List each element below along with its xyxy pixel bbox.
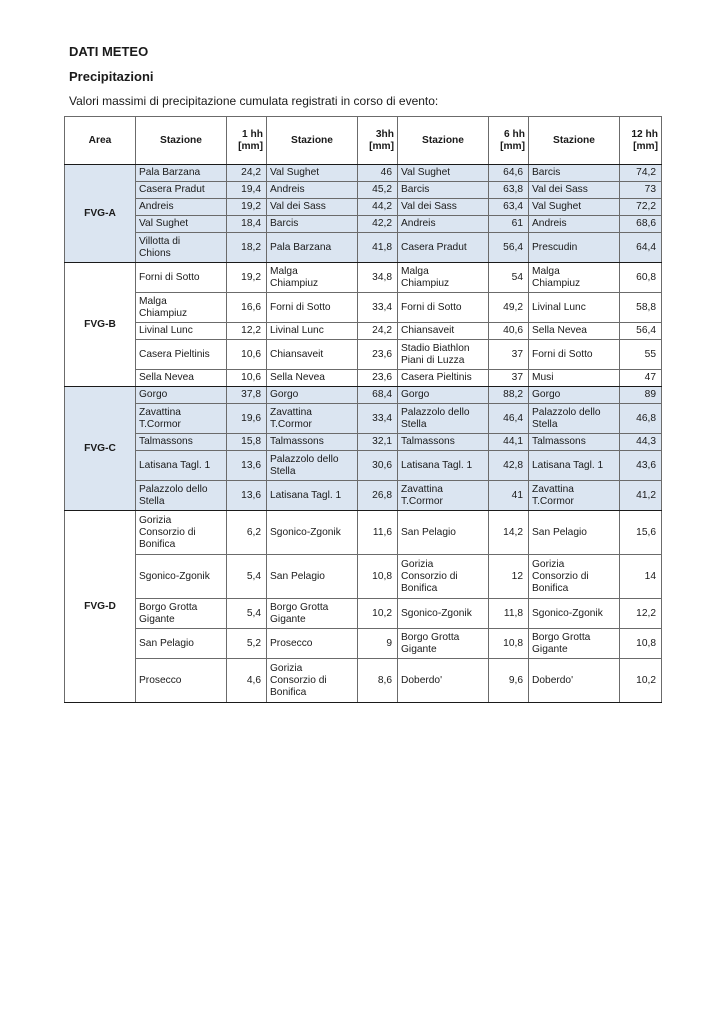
value-12h-cell: 64,4 (620, 233, 662, 263)
station-6h-cell: Val dei Sass (398, 199, 489, 216)
value-1h-cell: 15,8 (227, 434, 267, 451)
station-6h-cell: Stadio Biathlon Piani di Luzza (398, 340, 489, 370)
table-row (65, 404, 662, 434)
value-3h-cell: 34,8 (358, 263, 398, 293)
precipitation-table (64, 116, 662, 703)
station-1h-cell: Latisana Tagl. 1 (136, 451, 227, 481)
station-1h-cell: Zavattina T.Cormor (136, 404, 227, 434)
value-12h-cell: 10,2 (620, 659, 662, 703)
station-1h-cell: Villotta di Chions (136, 233, 227, 263)
table-row (65, 323, 662, 340)
station-3h-cell: Val Sughet (267, 165, 358, 182)
value-12h-cell: 55 (620, 340, 662, 370)
header-6h: 6 hh [mm] (489, 117, 529, 165)
value-12h-cell: 72,2 (620, 199, 662, 216)
station-3h-cell: Gorizia Consorzio di Bonifica (267, 659, 358, 703)
station-6h-cell: Borgo Grotta Gigante (398, 629, 489, 659)
value-6h-cell: 64,6 (489, 165, 529, 182)
value-6h-cell: 88,2 (489, 387, 529, 404)
value-6h-cell: 54 (489, 263, 529, 293)
station-1h-cell: Prosecco (136, 659, 227, 703)
station-12h-cell: Barcis (529, 165, 620, 182)
station-3h-cell: Sella Nevea (267, 370, 358, 387)
table-row (65, 233, 662, 263)
value-3h-cell: 68,4 (358, 387, 398, 404)
value-6h-cell: 14,2 (489, 511, 529, 555)
value-1h-cell: 13,6 (227, 481, 267, 511)
station-12h-cell: Talmassons (529, 434, 620, 451)
value-3h-cell: 32,1 (358, 434, 398, 451)
value-6h-cell: 63,4 (489, 199, 529, 216)
value-3h-cell: 41,8 (358, 233, 398, 263)
value-3h-cell: 42,2 (358, 216, 398, 233)
value-3h-cell: 24,2 (358, 323, 398, 340)
table-row (65, 165, 662, 182)
area-cell: FVG-D (65, 511, 136, 703)
station-6h-cell: Talmassons (398, 434, 489, 451)
value-1h-cell: 5,4 (227, 599, 267, 629)
station-6h-cell: Forni di Sotto (398, 293, 489, 323)
value-6h-cell: 37 (489, 370, 529, 387)
value-6h-cell: 40,6 (489, 323, 529, 340)
station-12h-cell: Livinal Lunc (529, 293, 620, 323)
table-row (65, 659, 662, 703)
table-row (65, 511, 662, 555)
value-3h-cell: 44,2 (358, 199, 398, 216)
value-6h-cell: 61 (489, 216, 529, 233)
station-12h-cell: Andreis (529, 216, 620, 233)
value-3h-cell: 23,6 (358, 340, 398, 370)
value-12h-cell: 68,6 (620, 216, 662, 233)
station-6h-cell: Doberdo' (398, 659, 489, 703)
table-row (65, 387, 662, 404)
table-row (65, 182, 662, 199)
value-6h-cell: 11,8 (489, 599, 529, 629)
value-1h-cell: 10,6 (227, 370, 267, 387)
value-6h-cell: 49,2 (489, 293, 529, 323)
station-1h-cell: Sgonico-Zgonik (136, 555, 227, 599)
value-3h-cell: 10,2 (358, 599, 398, 629)
station-1h-cell: Casera Pradut (136, 182, 227, 199)
station-1h-cell: Palazzolo dello Stella (136, 481, 227, 511)
station-12h-cell: Borgo Grotta Gigante (529, 629, 620, 659)
station-12h-cell: Gorizia Consorzio di Bonifica (529, 555, 620, 599)
value-12h-cell: 47 (620, 370, 662, 387)
station-1h-cell: Forni di Sotto (136, 263, 227, 293)
value-12h-cell: 43,6 (620, 451, 662, 481)
value-12h-cell: 89 (620, 387, 662, 404)
station-1h-cell: Sella Nevea (136, 370, 227, 387)
header-station-1h: Stazione (136, 117, 227, 165)
station-12h-cell: Malga Chiampiuz (529, 263, 620, 293)
station-12h-cell: Doberdo' (529, 659, 620, 703)
station-12h-cell: Latisana Tagl. 1 (529, 451, 620, 481)
station-12h-cell: Palazzolo dello Stella (529, 404, 620, 434)
table-row (65, 599, 662, 629)
header-area: Area (65, 117, 136, 165)
value-6h-cell: 63,8 (489, 182, 529, 199)
station-3h-cell: Malga Chiampiuz (267, 263, 358, 293)
value-1h-cell: 19,6 (227, 404, 267, 434)
table-row (65, 199, 662, 216)
value-6h-cell: 42,8 (489, 451, 529, 481)
header-station-12h: Stazione (529, 117, 620, 165)
station-12h-cell: Sgonico-Zgonik (529, 599, 620, 629)
station-12h-cell: Gorgo (529, 387, 620, 404)
station-6h-cell: Gorgo (398, 387, 489, 404)
value-12h-cell: 74,2 (620, 165, 662, 182)
station-6h-cell: Casera Pradut (398, 233, 489, 263)
value-12h-cell: 58,8 (620, 293, 662, 323)
station-3h-cell: Val dei Sass (267, 199, 358, 216)
table-row (65, 293, 662, 323)
value-6h-cell: 12 (489, 555, 529, 599)
table-row (65, 434, 662, 451)
station-12h-cell: Sella Nevea (529, 323, 620, 340)
station-12h-cell: Zavattina T.Cormor (529, 481, 620, 511)
station-1h-cell: Andreis (136, 199, 227, 216)
table-row (65, 451, 662, 481)
station-1h-cell: Pala Barzana (136, 165, 227, 182)
station-1h-cell: Livinal Lunc (136, 323, 227, 340)
value-6h-cell: 46,4 (489, 404, 529, 434)
value-1h-cell: 19,2 (227, 263, 267, 293)
station-12h-cell: Val dei Sass (529, 182, 620, 199)
value-6h-cell: 9,6 (489, 659, 529, 703)
value-1h-cell: 18,4 (227, 216, 267, 233)
header-12h: 12 hh [mm] (620, 117, 662, 165)
value-3h-cell: 33,4 (358, 404, 398, 434)
table-row (65, 370, 662, 387)
value-12h-cell: 46,8 (620, 404, 662, 434)
value-1h-cell: 18,2 (227, 233, 267, 263)
station-3h-cell: Forni di Sotto (267, 293, 358, 323)
header-3h: 3hh [mm] (358, 117, 398, 165)
header-station-6h: Stazione (398, 117, 489, 165)
value-12h-cell: 44,3 (620, 434, 662, 451)
station-3h-cell: Sgonico-Zgonik (267, 511, 358, 555)
station-6h-cell: Barcis (398, 182, 489, 199)
value-6h-cell: 41 (489, 481, 529, 511)
value-12h-cell: 10,8 (620, 629, 662, 659)
station-3h-cell: San Pelagio (267, 555, 358, 599)
value-6h-cell: 10,8 (489, 629, 529, 659)
station-1h-cell: Borgo Grotta Gigante (136, 599, 227, 629)
value-1h-cell: 5,2 (227, 629, 267, 659)
value-1h-cell: 16,6 (227, 293, 267, 323)
area-cell: FVG-B (65, 263, 136, 387)
station-12h-cell: Prescudin (529, 233, 620, 263)
value-3h-cell: 46 (358, 165, 398, 182)
value-3h-cell: 11,6 (358, 511, 398, 555)
station-1h-cell: Talmassons (136, 434, 227, 451)
station-3h-cell: Talmassons (267, 434, 358, 451)
table-row (65, 481, 662, 511)
station-6h-cell: Gorizia Consorzio di Bonifica (398, 555, 489, 599)
station-6h-cell: Malga Chiampiuz (398, 263, 489, 293)
section-heading: Precipitazioni (69, 69, 154, 84)
station-6h-cell: Latisana Tagl. 1 (398, 451, 489, 481)
station-3h-cell: Gorgo (267, 387, 358, 404)
page-heading: DATI METEO (69, 44, 149, 59)
station-1h-cell: Gorizia Consorzio di Bonifica (136, 511, 227, 555)
value-6h-cell: 44,1 (489, 434, 529, 451)
station-12h-cell: Val Sughet (529, 199, 620, 216)
value-3h-cell: 10,8 (358, 555, 398, 599)
value-12h-cell: 12,2 (620, 599, 662, 629)
station-3h-cell: Pala Barzana (267, 233, 358, 263)
station-3h-cell: Chiansaveit (267, 340, 358, 370)
value-1h-cell: 13,6 (227, 451, 267, 481)
value-3h-cell: 23,6 (358, 370, 398, 387)
station-12h-cell: Forni di Sotto (529, 340, 620, 370)
value-12h-cell: 15,6 (620, 511, 662, 555)
station-6h-cell: Chiansaveit (398, 323, 489, 340)
value-6h-cell: 37 (489, 340, 529, 370)
station-1h-cell: Casera Pieltinis (136, 340, 227, 370)
station-3h-cell: Prosecco (267, 629, 358, 659)
value-1h-cell: 19,2 (227, 199, 267, 216)
table-body (65, 165, 662, 703)
value-12h-cell: 73 (620, 182, 662, 199)
value-3h-cell: 33,4 (358, 293, 398, 323)
table-row (65, 340, 662, 370)
station-6h-cell: San Pelagio (398, 511, 489, 555)
station-3h-cell: Zavattina T.Cormor (267, 404, 358, 434)
value-1h-cell: 37,8 (227, 387, 267, 404)
value-1h-cell: 24,2 (227, 165, 267, 182)
table-row (65, 629, 662, 659)
station-1h-cell: Malga Chiampiuz (136, 293, 227, 323)
value-3h-cell: 30,6 (358, 451, 398, 481)
header-station-3h: Stazione (267, 117, 358, 165)
area-cell: FVG-C (65, 387, 136, 511)
value-1h-cell: 10,6 (227, 340, 267, 370)
table-header-row (65, 117, 662, 165)
value-12h-cell: 60,8 (620, 263, 662, 293)
value-12h-cell: 14 (620, 555, 662, 599)
table-row (65, 216, 662, 233)
header-1h: 1 hh [mm] (227, 117, 267, 165)
station-1h-cell: Val Sughet (136, 216, 227, 233)
station-3h-cell: Livinal Lunc (267, 323, 358, 340)
table-row (65, 263, 662, 293)
value-3h-cell: 8,6 (358, 659, 398, 703)
value-1h-cell: 5,4 (227, 555, 267, 599)
station-6h-cell: Zavattina T.Cormor (398, 481, 489, 511)
station-3h-cell: Barcis (267, 216, 358, 233)
value-12h-cell: 56,4 (620, 323, 662, 340)
value-1h-cell: 4,6 (227, 659, 267, 703)
station-6h-cell: Casera Pieltinis (398, 370, 489, 387)
station-6h-cell: Sgonico-Zgonik (398, 599, 489, 629)
station-6h-cell: Val Sughet (398, 165, 489, 182)
table-row (65, 555, 662, 599)
intro-text: Valori massimi di precipitazione cumulata registrati in corso di evento: (69, 94, 439, 108)
station-6h-cell: Andreis (398, 216, 489, 233)
station-12h-cell: San Pelagio (529, 511, 620, 555)
value-1h-cell: 6,2 (227, 511, 267, 555)
area-cell: FVG-A (65, 165, 136, 263)
station-1h-cell: Gorgo (136, 387, 227, 404)
station-3h-cell: Latisana Tagl. 1 (267, 481, 358, 511)
station-6h-cell: Palazzolo dello Stella (398, 404, 489, 434)
station-3h-cell: Palazzolo dello Stella (267, 451, 358, 481)
station-3h-cell: Andreis (267, 182, 358, 199)
station-1h-cell: San Pelagio (136, 629, 227, 659)
value-3h-cell: 9 (358, 629, 398, 659)
value-6h-cell: 56,4 (489, 233, 529, 263)
value-1h-cell: 19,4 (227, 182, 267, 199)
station-12h-cell: Musi (529, 370, 620, 387)
value-3h-cell: 45,2 (358, 182, 398, 199)
value-3h-cell: 26,8 (358, 481, 398, 511)
station-3h-cell: Borgo Grotta Gigante (267, 599, 358, 629)
value-12h-cell: 41,2 (620, 481, 662, 511)
value-1h-cell: 12,2 (227, 323, 267, 340)
